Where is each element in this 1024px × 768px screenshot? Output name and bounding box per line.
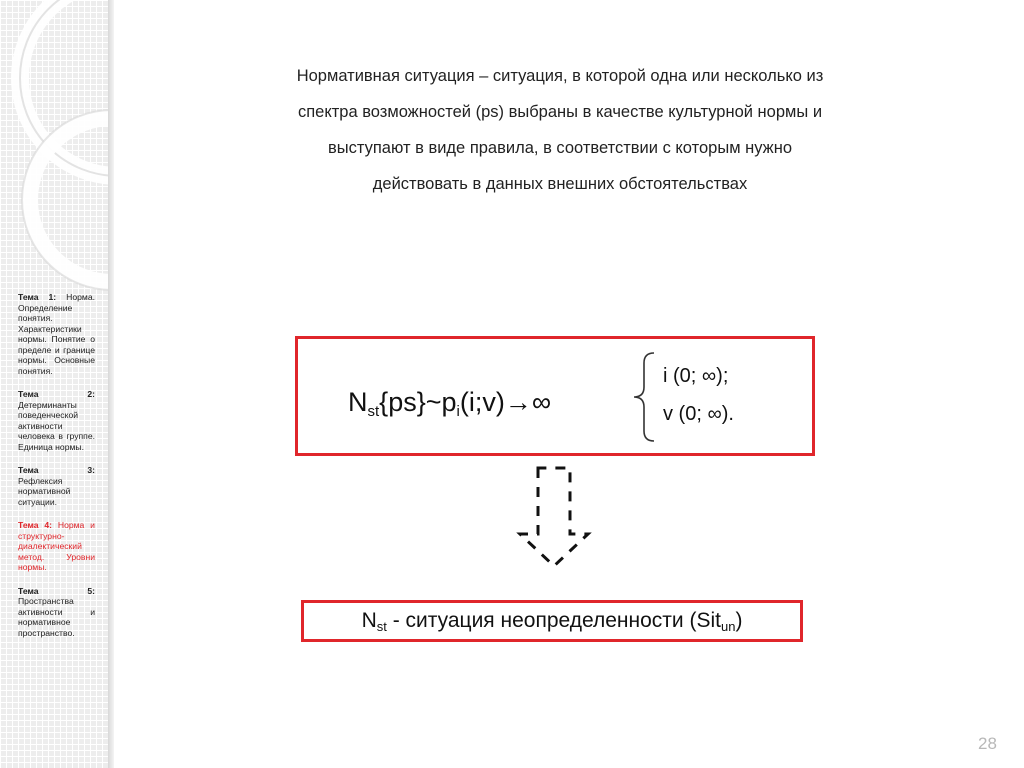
topic-text: Пространства активности и нормативное пространство. [18,596,95,638]
definition-line: действовать в данных внешних обстоятельствах [372,175,748,193]
formula-n: N [348,387,368,417]
definition-text [230,58,890,202]
formula-n-subscript: st [367,403,380,420]
result-box [301,600,803,642]
condition-i: i (0; ∞); [663,365,729,387]
left-brace-icon [628,351,658,443]
decorative-rings [0,0,112,300]
result-n: N [361,609,377,632]
formula-middle: {ps}~p [379,387,457,417]
topic-item-3[interactable] [18,465,95,507]
formula-box [295,336,815,456]
sidebar-edge [108,0,114,768]
sidebar [0,0,112,768]
topic-text: Норма. Определение понятия. Характеристики нормы. Понятие о пределе и границе нормы. Основные понятия. [18,292,95,376]
topic-heading: Тема 2: [18,389,95,399]
definition-line: выступают в виде правила, в соответствии с которым нужно [327,139,793,157]
topic-item-1[interactable] [18,292,95,376]
topic-text: Детерминанты поведенческой активности человека в группе. Единица нормы. [18,399,95,452]
formula-p-subscript: i [456,403,460,420]
topic-text: Норма и структурно-диалектический метод. Уровни нормы. [18,520,95,572]
topic-item-5[interactable] [18,586,95,639]
topic-heading: Тема 5: [18,585,95,596]
result-text: - ситуация неопределенности (Sit [386,609,721,632]
topic-heading: Тема 4: [18,520,53,530]
topic-item-4-active[interactable] [18,520,95,573]
topic-heading: Тема 1: [18,292,57,302]
formula-expression [348,387,551,420]
dashed-down-arrow-icon [510,462,600,572]
formula-tail: (i;v)→∞ [459,387,552,417]
result-close: ) [735,609,743,632]
definition-line: спектра возможностей (ps) выбраны в качестве культурной нормы и [297,103,823,121]
definition-line: Нормативная ситуация – ситуация, в которой одна или несколько из [296,67,824,85]
topic-heading: Тема 3: [18,465,95,475]
result-n-subscript: st [376,619,387,634]
result-sit-subscript: un [720,619,736,634]
page-number: 28 [978,734,997,753]
topic-text: Рефлексия нормативной ситуации. [18,475,71,507]
topic-item-2[interactable] [18,389,95,452]
condition-v: v (0; ∞). [663,403,734,425]
topics-list [18,292,95,651]
